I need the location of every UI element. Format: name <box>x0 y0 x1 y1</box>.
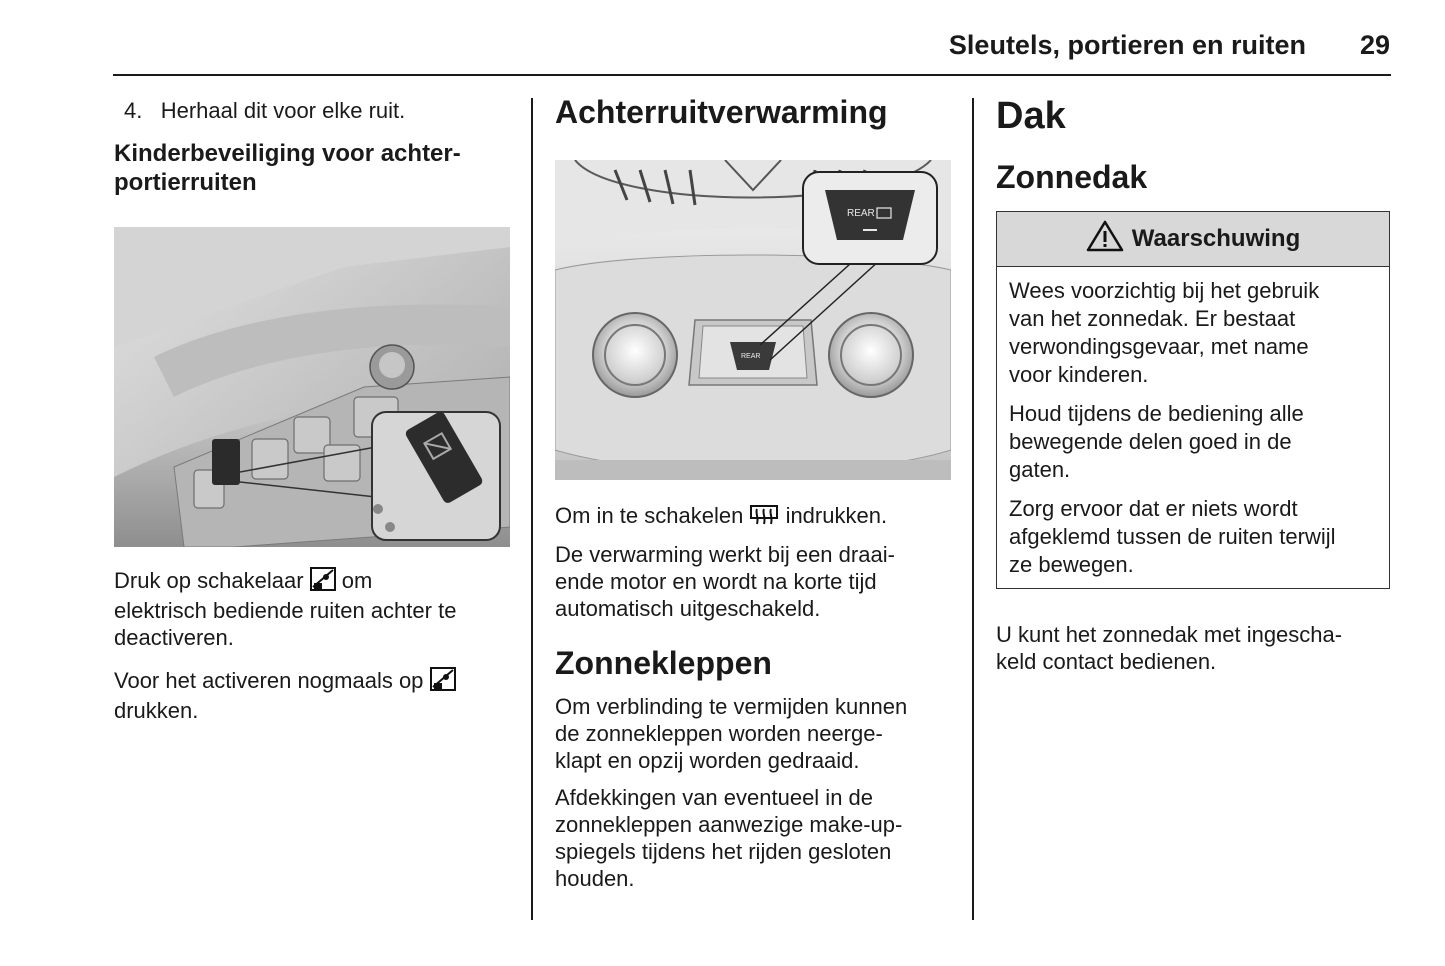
warning-p2-line2: bewegende delen goed in de <box>1009 429 1292 454</box>
para3-line2: de zonnekleppen worden neerge- <box>555 721 883 746</box>
para2-line3: automatisch uitgeschakeld. <box>555 596 821 621</box>
sunroof-heading: Zonnedak <box>996 159 1148 195</box>
dashboard-illustration <box>555 160 951 480</box>
warning-p1-line1: Wees voorzichtig bij het gebruik <box>1009 278 1320 303</box>
warning-box <box>996 211 1390 589</box>
sun-visors-paragraph-1 <box>555 693 907 774</box>
warning-paragraph-3 <box>1009 495 1377 579</box>
child-lock-heading-line2: portierruiten <box>114 169 257 196</box>
child-lock-icon <box>310 567 336 597</box>
large-rear-label: REAR <box>847 208 875 219</box>
child-lock-heading-line1: Kinderbeveiliging voor achter- <box>114 140 461 167</box>
warning-header <box>997 212 1389 267</box>
para4-line2: zonnekleppen aanwezige make-up- <box>555 812 903 837</box>
warning-p2-line1: Houd tijdens de bediening alle <box>1009 401 1304 426</box>
warning-paragraph-1 <box>1009 277 1377 389</box>
sun-visors-heading: Zonnekleppen <box>555 645 772 681</box>
para2-line1: De verwarming werkt bij een draai- <box>555 542 895 567</box>
running-header-title: Sleutels, portieren en ruiten <box>948 30 1306 60</box>
para1-line2: elektrisch bediende ruiten achter te <box>114 598 457 623</box>
child-lock-paragraph-2 <box>114 667 456 724</box>
para1-text-a: Om in te schakelen <box>555 503 744 528</box>
para1-text-b: indrukken. <box>785 503 888 528</box>
warning-triangle-icon <box>1086 220 1124 259</box>
para1-text-b: om <box>341 568 373 593</box>
rear-defrost-paragraph-2 <box>555 541 895 622</box>
para1-line3: deactiveren. <box>114 625 234 650</box>
sunroof-paragraph <box>996 621 1342 675</box>
sunroof-line2: keld contact bedienen. <box>996 649 1217 674</box>
para2-line1: Voor het activeren nogmaals op <box>114 668 424 693</box>
rear-defrost-paragraph-1 <box>555 502 887 532</box>
warning-p1-line2: van het zonnedak. Er bestaat <box>1009 306 1296 331</box>
rear-defrost-heading: Achterruitverwarming <box>555 94 888 130</box>
sunroof-line1: U kunt het zonnedak met ingescha- <box>996 622 1343 647</box>
dashboard-figure <box>555 160 951 480</box>
warning-p3-line2: afgeklemd tussen de ruiten terwijl <box>1009 524 1336 549</box>
para3-line3: klapt en opzij worden gedraaid. <box>555 748 860 773</box>
para2-line2: ende motor en wordt na korte tijd <box>555 569 877 594</box>
step-number: 4. <box>124 98 143 123</box>
child-lock-paragraph-1 <box>114 567 456 651</box>
warning-p3-line1: Zorg ervoor dat er niets wordt <box>1009 496 1298 521</box>
column-divider-2 <box>972 98 974 920</box>
door-panel-illustration <box>114 227 510 547</box>
para3-line1: Om verblinding te vermijden kunnen <box>555 694 908 719</box>
step-item <box>124 97 405 124</box>
warning-paragraph-2 <box>1009 400 1377 484</box>
child-lock-heading <box>114 139 461 197</box>
page-number: 29 <box>1359 30 1390 60</box>
child-lock-icon <box>430 667 456 697</box>
warning-title: Waarschuwing <box>1131 225 1301 252</box>
sun-visors-paragraph-2 <box>555 784 902 892</box>
para4-line3: spiegels tijdens het rijden gesloten <box>555 839 892 864</box>
small-rear-label: REAR <box>741 353 761 360</box>
roof-heading: Dak <box>996 95 1066 137</box>
para4-line4: houden. <box>555 866 635 891</box>
warning-p1-line3: verwondingsgevaar, met name <box>1009 334 1309 359</box>
step-text: Herhaal dit voor elke ruit. <box>160 98 406 123</box>
para2-line2: drukken. <box>114 698 199 723</box>
warning-p3-line3: ze bewegen. <box>1009 552 1134 577</box>
column-divider-1 <box>531 98 533 920</box>
para1-text-a: Druk op schakelaar <box>114 568 304 593</box>
rear-window-defrost-icon <box>749 504 779 532</box>
para4-line1: Afdekkingen van eventueel in de <box>555 785 874 810</box>
warning-p2-line3: gaten. <box>1009 457 1071 482</box>
door-switch-figure <box>114 227 510 547</box>
warning-p1-line4: voor kinderen. <box>1009 362 1149 387</box>
header-rule <box>113 74 1391 76</box>
warning-body <box>997 267 1389 579</box>
